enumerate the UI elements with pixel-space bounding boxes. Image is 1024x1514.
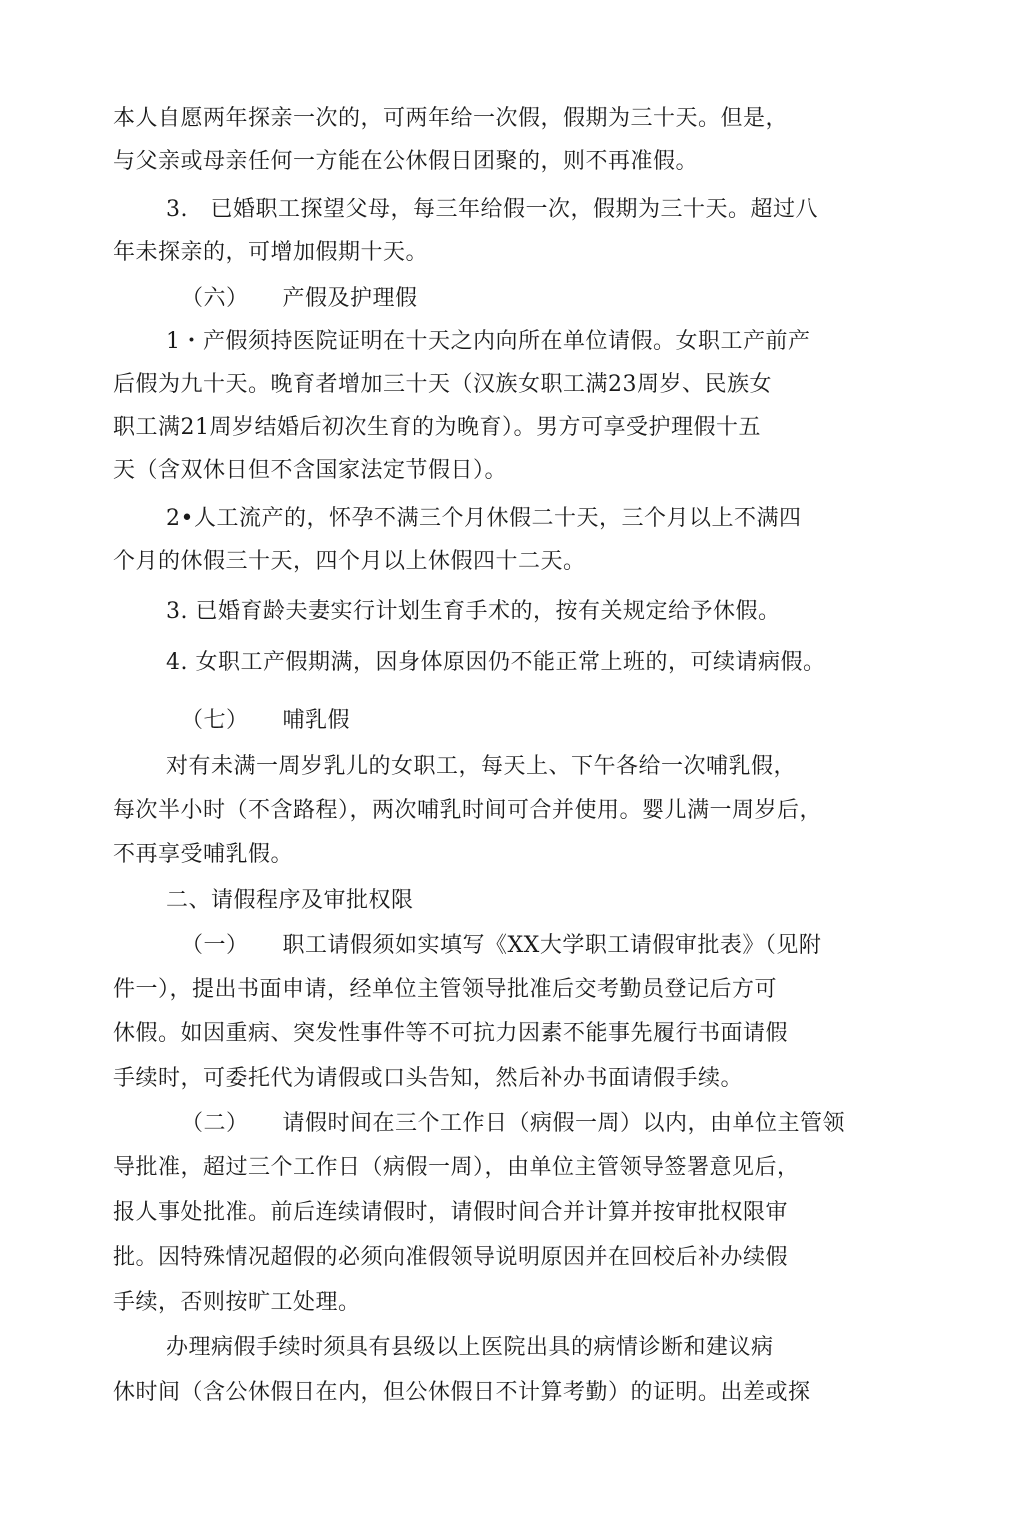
text-line: 报人事处批准。前后连续请假时，请假时间合并计算并按审批权限审	[113, 1200, 789, 1225]
text-line: 4. 女职工产假期满，因身体原因仍不能正常上班的，可续请病假。	[166, 650, 826, 675]
text-line: 对有未满一周岁乳儿的女职工，每天上、下午各给一次哺乳假，	[166, 754, 797, 779]
text-line: 手续，否则按旷工处理。	[113, 1290, 361, 1315]
text-line: 每次半小时（不含路程），两次哺乳时间可合并使用。婴儿满一周岁后，	[113, 798, 823, 823]
text-line: 不再享受哺乳假。	[113, 842, 294, 867]
section-heading: （七） 哺乳假	[181, 708, 351, 733]
text-line: 休假。如因重病、突发性事件等不可抗力因素不能事先履行书面请假	[113, 1021, 789, 1046]
text-line: 批。因特殊情况超假的必须向准假领导说明原因并在回校后补办续假	[113, 1245, 789, 1270]
text-line: 职工满21周岁结婚后初次生育的为晚育）。男方可享受护理假十五	[113, 415, 761, 440]
text-line: 3. 已婚职工探望父母，每三年给假一次，假期为三十天。超过八	[166, 197, 818, 222]
text-line: 休时间（含公休假日在内，但公休假日不计算考勤）的证明。出差或探	[113, 1380, 811, 1405]
text-line: 件一），提出书面申请，经单位主管领导批准后交考勤员登记后方可	[113, 977, 778, 1002]
text-line: （一） 职工请假须如实填写《XX大学职工请假审批表》（见附	[181, 933, 822, 958]
text-line: 年未探亲的，可增加假期十天。	[113, 240, 429, 265]
text-line: 办理病假手续时须具有县级以上医院出具的病情诊断和建议病	[166, 1335, 774, 1360]
text-line: 1・产假须持医院证明在十天之内向所在单位请假。女职工产前产	[166, 329, 811, 354]
section-heading: 二、请假程序及审批权限	[166, 888, 414, 913]
text-line: 手续时，可委托代为请假或口头告知，然后补办书面请假手续。	[113, 1066, 744, 1091]
text-line: 后假为九十天。晚育者增加三十天（汉族女职工满23周岁、民族女	[113, 372, 772, 397]
text-line: （二） 请假时间在三个工作日（病假一周）以内，由单位主管领	[181, 1111, 846, 1136]
text-line: 导批准，超过三个工作日（病假一周），由单位主管领导签署意见后，	[113, 1155, 800, 1180]
section-heading: （六） 产假及护理假	[181, 286, 418, 311]
text-line: 3. 已婚育龄夫妻实行计划生育手术的，按有关规定给予休假。	[166, 599, 781, 624]
text-line: 与父亲或母亲任何一方能在公休假日团聚的，则不再准假。	[113, 149, 699, 174]
text-line: 本人自愿两年探亲一次的，可两年给一次假，假期为三十天。但是，	[113, 106, 789, 131]
text-line: 天（含双休日但不含国家法定节假日）。	[113, 458, 508, 483]
text-line: 个月的休假三十天，四个月以上休假四十二天。	[113, 549, 586, 574]
text-line: 2•人工流产的，怀孕不满三个月休假二十天，三个月以上不满四	[166, 506, 802, 531]
